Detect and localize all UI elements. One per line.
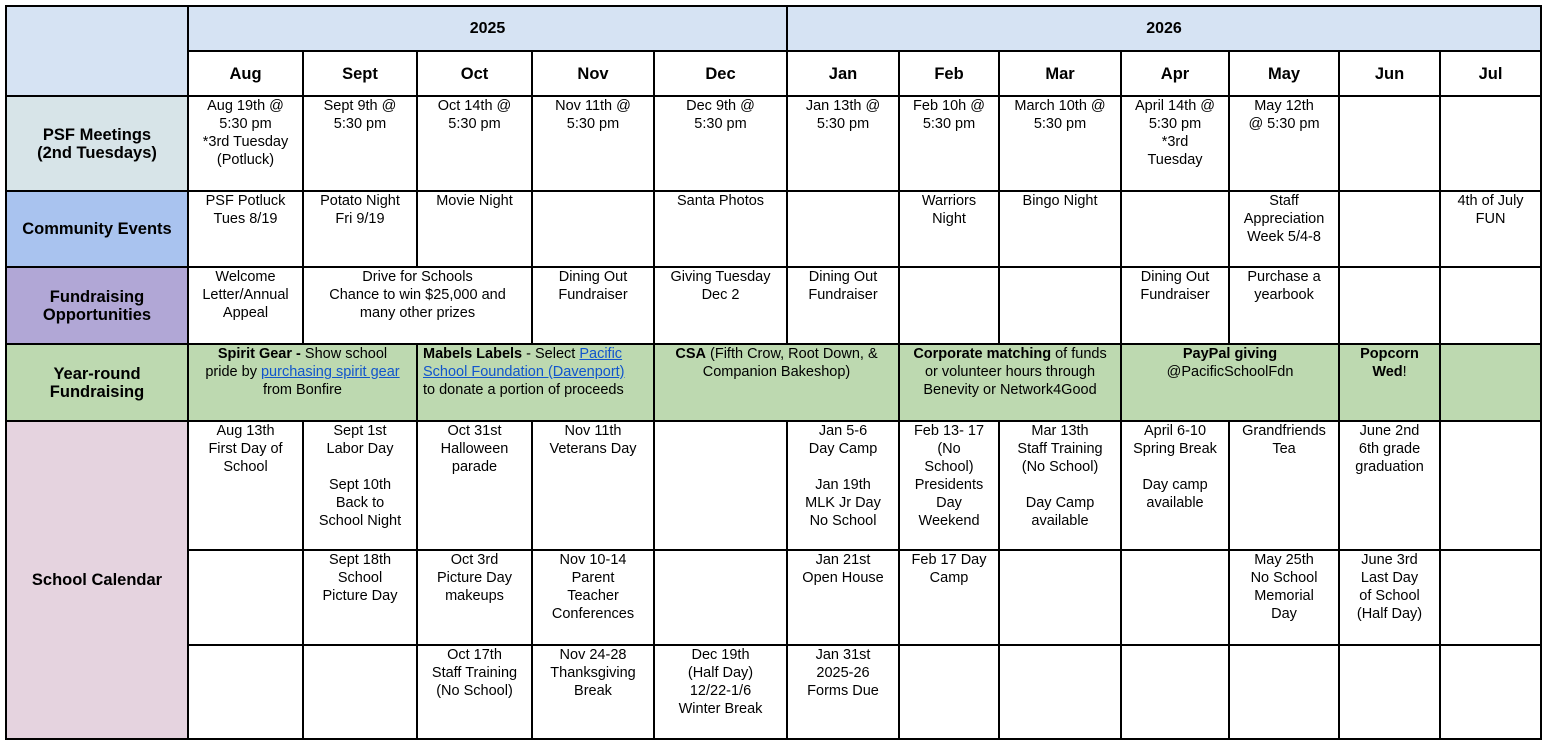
- cell-line: Nov 11th @: [555, 98, 631, 114]
- cell-line: makeups: [445, 588, 504, 604]
- cell-line: No School: [1250, 570, 1318, 586]
- cell-line: Last Day: [1360, 570, 1419, 586]
- cell-line: Dining Out: [808, 269, 878, 285]
- school-r2-apr: [1121, 550, 1229, 645]
- meeting-dec: [654, 96, 787, 191]
- fundraising-dec: [654, 267, 787, 344]
- fundraising-nov: [532, 267, 654, 344]
- cell-line: Letter/Annual: [202, 287, 289, 303]
- cell-line: Grandfriends: [1242, 423, 1326, 439]
- meeting-nov: [532, 96, 654, 191]
- corporate-line-1: [905, 345, 1115, 363]
- cell-line: Halloween: [440, 441, 509, 457]
- cell-line: Mar 13th: [1031, 423, 1089, 439]
- cell-line: Dec 2: [701, 287, 740, 303]
- cell-line: Dining Out: [1140, 269, 1210, 285]
- label-line: Fundraising: [49, 287, 145, 306]
- cell-line: parade: [451, 459, 498, 475]
- cell-line: Oct 31st: [447, 423, 502, 439]
- cell-line: (No School): [1021, 459, 1099, 475]
- cell-line: Fri 9/19: [335, 211, 385, 227]
- month-jul: Jul: [1440, 51, 1541, 96]
- cell-line: Sept 10th: [328, 477, 392, 493]
- cell-line: June 3rd: [1361, 552, 1418, 568]
- cell-line: March 10th @: [1014, 98, 1106, 114]
- school-r3-jun: [1339, 645, 1440, 739]
- cell-line: School: [337, 570, 383, 586]
- month-may: May: [1229, 51, 1339, 96]
- meeting-oct: [417, 96, 532, 191]
- cell-line: Sept 18th: [328, 552, 392, 568]
- cell-line: Thanksgiving: [550, 665, 636, 681]
- month-jun: Jun: [1339, 51, 1440, 96]
- cell-line: 6th grade: [1358, 441, 1421, 457]
- cell-line: Feb 10h @: [913, 98, 985, 114]
- cell-line: PSF Potluck: [205, 193, 286, 209]
- cell-line: Weekend: [918, 513, 980, 529]
- year-2025-header: 2025: [188, 6, 787, 51]
- cell-line: Presidents: [914, 477, 984, 493]
- cell-line: Feb 13- 17: [913, 423, 985, 439]
- mabels-title: Mabels Labels: [423, 346, 523, 362]
- cell-line: Fundraiser: [558, 287, 628, 303]
- cell-line: Day: [1271, 606, 1297, 622]
- cell-line: Aug 19th @: [207, 98, 284, 114]
- meeting-sept: [303, 96, 417, 191]
- school-r1-jun: [1339, 421, 1440, 550]
- cell-line: Parent: [571, 570, 615, 586]
- cell-line: graduation: [1355, 459, 1424, 475]
- spirit-gear-title: Spirit Gear -: [217, 346, 301, 362]
- cell-line: School Night: [318, 513, 402, 529]
- cell-line: Oct 17th: [447, 647, 502, 663]
- cell-line: First Day of: [208, 441, 283, 457]
- corporate-title: Corporate matching: [913, 346, 1052, 362]
- cell-line: Tues 8/19: [213, 211, 278, 227]
- fundraising-mar: [999, 267, 1121, 344]
- cell-line: Day Camp: [808, 441, 878, 457]
- cell-line: Staff Training: [1017, 441, 1103, 457]
- cell-line: [1127, 458, 1223, 476]
- community-aug: [188, 191, 303, 267]
- cell-line: Staff: [1269, 193, 1299, 209]
- cell-line: Giving Tuesday: [670, 269, 771, 285]
- cell-line: Picture Day: [437, 570, 512, 586]
- cell-line: MLK Jr Day: [805, 495, 881, 511]
- school-r2-nov: [532, 550, 654, 645]
- spirit-text: Show school: [300, 346, 388, 362]
- cell-line: Welcome: [215, 269, 276, 285]
- row-label-year-round-fundraising: [6, 344, 188, 421]
- cell-line: 5:30 pm: [816, 116, 870, 132]
- school-r3-oct: [417, 645, 532, 739]
- cell-line: Veterans Day: [549, 441, 637, 457]
- month-dec: Dec: [654, 51, 787, 96]
- mabels-text: to donate a portion of proceeds: [423, 382, 624, 398]
- cell-line: @ 5:30 pm: [1248, 116, 1320, 132]
- row-label-school-calendar: School Calendar: [6, 421, 188, 739]
- yearround-corporate-matching: [899, 344, 1121, 421]
- yearround-spirit-gear: [188, 344, 417, 421]
- cell-line: May 12th: [1254, 98, 1314, 114]
- school-r3-sept: [303, 645, 417, 739]
- cell-line: available: [1146, 495, 1204, 511]
- school-r3-mar: [999, 645, 1121, 739]
- cell-line: (Half Day): [1356, 606, 1423, 622]
- cell-line: 5:30 pm: [1033, 116, 1087, 132]
- cell-line: Dining Out: [558, 269, 628, 285]
- cell-line: Dec 9th @: [686, 98, 755, 114]
- cell-line: Warriors: [921, 193, 977, 209]
- fundraising-jan: [787, 267, 899, 344]
- cell-line: Week 5/4-8: [1247, 229, 1321, 245]
- community-apr: [1121, 191, 1229, 267]
- month-mar: Mar: [999, 51, 1121, 96]
- cell-line: available: [1031, 513, 1089, 529]
- month-oct: Oct: [417, 51, 532, 96]
- cell-line: (No: [937, 441, 961, 457]
- month-sept: Sept: [303, 51, 417, 96]
- school-r2-dec: [654, 550, 787, 645]
- meeting-feb: [899, 96, 999, 191]
- cell-line: Aug 13th: [216, 423, 275, 439]
- cell-line: Conferences: [551, 606, 635, 622]
- cell-line: Potato Night: [320, 193, 400, 209]
- meeting-may: [1229, 96, 1339, 191]
- fundraising-apr: [1121, 267, 1229, 344]
- school-r1-aug: [188, 421, 303, 550]
- cell-line: Spring Break: [1133, 441, 1217, 457]
- cell-line: Forms Due: [807, 683, 879, 699]
- yearround-popcorn-wed: [1339, 344, 1440, 421]
- school-r1-sept: [303, 421, 417, 550]
- cell-line: 5:30 pm: [1148, 116, 1202, 132]
- school-r3-apr: [1121, 645, 1229, 739]
- cell-line: 5:30 pm: [448, 116, 501, 132]
- school-r1-apr: [1121, 421, 1229, 550]
- cell-line: 2025-26: [816, 665, 870, 681]
- cell-line: Jan 13th @: [805, 98, 881, 114]
- meeting-aug: [188, 96, 303, 191]
- label-line: Fundraising: [49, 382, 145, 401]
- school-r2-jan: [787, 550, 899, 645]
- fundraising-jun: [1339, 267, 1440, 344]
- csa-text: (Fifth Crow, Root Down, &: [706, 346, 878, 362]
- cell-line: Jan 31st: [815, 647, 871, 663]
- month-apr: Apr: [1121, 51, 1229, 96]
- school-r2-aug: [188, 550, 303, 645]
- cell-line: Nov 24-28: [559, 647, 627, 663]
- school-r3-feb: [899, 645, 999, 739]
- cell-line: Day Camp: [1025, 495, 1095, 511]
- spirit-text: from Bonfire: [263, 382, 342, 398]
- cell-line: [309, 458, 411, 476]
- row-label-community-events: Community Events: [6, 191, 188, 267]
- community-jan: [787, 191, 899, 267]
- fundraising-jul: [1440, 267, 1541, 344]
- month-jan: Jan: [787, 51, 899, 96]
- community-jun: [1339, 191, 1440, 267]
- school-r3-may: [1229, 645, 1339, 739]
- cell-line: Movie Night: [436, 193, 513, 209]
- cell-line: Day camp: [1142, 477, 1208, 493]
- cell-line: Oct 3rd: [450, 552, 499, 568]
- cell-line: Night: [932, 211, 966, 227]
- school-r1-nov: [532, 421, 654, 550]
- cell-line: Nov 10-14: [559, 552, 627, 568]
- cell-line: Labor Day: [326, 441, 394, 457]
- community-mar: [999, 191, 1121, 267]
- popcorn-day: Wed: [1372, 364, 1403, 380]
- cell-line: Jan 5-6: [818, 423, 868, 439]
- school-r1-jul: [1440, 421, 1541, 550]
- csa-title: CSA: [675, 346, 706, 362]
- spirit-line-2: [194, 363, 411, 381]
- label-line: PSF Meetings: [42, 125, 152, 144]
- school-r2-feb: [899, 550, 999, 645]
- cell-line: Back to: [335, 495, 385, 511]
- cell-line: (Half Day): [687, 665, 754, 681]
- yearround-mabels-labels: [417, 344, 654, 421]
- cell-line: *3rd Tuesday: [202, 134, 289, 150]
- cell-line: Purchase a: [1247, 269, 1321, 285]
- pacific-school-foundation-link-cont[interactable]: School Foundation (Davenport): [423, 364, 625, 380]
- school-r1-dec: [654, 421, 787, 550]
- cell-line: 5:30 pm: [566, 116, 620, 132]
- cell-line: Jan 21st: [815, 552, 871, 568]
- csa-text: Companion Bakeshop): [702, 364, 851, 380]
- school-r3-nov: [532, 645, 654, 739]
- cell-line: Bingo Night: [1022, 193, 1098, 209]
- school-r1-jan: [787, 421, 899, 550]
- community-dec: [654, 191, 787, 267]
- popcorn-title: Popcorn: [1360, 346, 1419, 362]
- cell-line: April 6-10: [1143, 423, 1207, 439]
- school-r1-mar: [999, 421, 1121, 550]
- school-r2-mar: [999, 550, 1121, 645]
- community-may: [1229, 191, 1339, 267]
- school-r1-feb: [899, 421, 999, 550]
- cell-line: Drive for Schools: [362, 269, 473, 285]
- month-nov: Nov: [532, 51, 654, 96]
- cell-line: Santa Photos: [676, 193, 765, 209]
- school-r2-jul: [1440, 550, 1541, 645]
- cell-line: 4th of July: [1457, 193, 1524, 209]
- corporate-text: or volunteer hours through: [924, 364, 1096, 380]
- cell-line: Feb 17 Day: [911, 552, 987, 568]
- cell-line: Memorial: [1254, 588, 1314, 604]
- community-nov: [532, 191, 654, 267]
- year-2026-header: 2026: [787, 6, 1541, 51]
- mabels-line-1: [423, 345, 648, 363]
- cell-line: Picture Day: [322, 588, 398, 604]
- meeting-jun: [1339, 96, 1440, 191]
- cell-line: Fundraiser: [1140, 287, 1210, 303]
- cell-line: Winter Break: [678, 701, 763, 717]
- school-r3-jul: [1440, 645, 1541, 739]
- cell-line: No School: [809, 513, 877, 529]
- meeting-mar: [999, 96, 1121, 191]
- label-line: Opportunities: [42, 305, 152, 324]
- cell-line: Jan 19th: [815, 477, 871, 493]
- cell-line: 5:30 pm: [922, 116, 976, 132]
- cell-line: FUN: [1475, 211, 1506, 227]
- label-line: Year-round: [53, 364, 141, 383]
- corporate-text: of funds: [1051, 346, 1107, 362]
- cell-line: many other prizes: [359, 305, 476, 321]
- cell-line: April 14th @: [1135, 98, 1216, 114]
- school-r2-jun: [1339, 550, 1440, 645]
- school-r3-aug: [188, 645, 303, 739]
- school-r1-may: [1229, 421, 1339, 550]
- spirit-text: pride by: [205, 364, 261, 380]
- cell-line: Sept 1st: [333, 423, 387, 439]
- cell-line: Appeal: [222, 305, 269, 321]
- spirit-line-1: [194, 345, 411, 363]
- cell-line: School): [924, 459, 974, 475]
- cell-line: 5:30 pm: [333, 116, 387, 132]
- csa-line-1: [660, 345, 893, 363]
- corner-cell: [6, 6, 188, 96]
- cell-line: Dec 19th: [691, 647, 750, 663]
- spirit-gear-link[interactable]: purchasing spirit gear: [260, 364, 400, 380]
- school-r3-dec: [654, 645, 787, 739]
- cell-line: 5:30 pm: [219, 116, 272, 132]
- school-r2-may: [1229, 550, 1339, 645]
- cell-line: Oct 14th @: [437, 98, 512, 114]
- community-oct: [417, 191, 532, 267]
- yearround-jul: [1440, 344, 1541, 421]
- popcorn-text: !: [1402, 364, 1407, 380]
- cell-line: [793, 458, 893, 476]
- paypal-title: PayPal giving: [1182, 346, 1278, 362]
- fundraising-feb: [899, 267, 999, 344]
- school-r3-jan: [787, 645, 899, 739]
- psf-calendar-table: [5, 5, 1542, 740]
- meeting-jul: [1440, 96, 1541, 191]
- pacific-school-foundation-link[interactable]: Pacific: [579, 346, 623, 362]
- row-label-psf-meetings: [6, 96, 188, 191]
- cell-line: May 25th: [1254, 552, 1314, 568]
- cell-line: [1005, 476, 1115, 494]
- cell-line: Sept 9th @: [323, 98, 397, 114]
- community-feb: [899, 191, 999, 267]
- cell-line: 12/22-1/6: [689, 683, 752, 699]
- school-r2-sept: [303, 550, 417, 645]
- paypal-handle: @PacificSchoolFdn: [1166, 364, 1294, 380]
- row-label-fundraising-opportunities: [6, 267, 188, 344]
- cell-line: yearbook: [1254, 287, 1314, 303]
- cell-line: Staff Training: [431, 665, 518, 681]
- cell-line: *3rd: [1161, 134, 1189, 150]
- cell-line: Break: [574, 683, 612, 699]
- month-feb: Feb: [899, 51, 999, 96]
- cell-line: Chance to win $25,000 and: [329, 287, 506, 303]
- cell-line: Tea: [1272, 441, 1296, 457]
- cell-line: (No School): [436, 683, 513, 699]
- cell-line: Tuesday: [1147, 152, 1203, 168]
- cell-line: Nov 11th: [564, 423, 622, 439]
- fundraising-sept-oct: [303, 267, 532, 344]
- cell-line: Fundraiser: [808, 287, 878, 303]
- cell-line: 5:30 pm: [694, 116, 747, 132]
- cell-line: Teacher: [567, 588, 619, 604]
- cell-line: Appreciation: [1243, 211, 1325, 227]
- yearround-paypal-giving: [1121, 344, 1339, 421]
- cell-line: Camp: [929, 570, 969, 586]
- fundraising-may: [1229, 267, 1339, 344]
- mabels-text: - Select: [522, 346, 580, 362]
- yearround-csa: [654, 344, 899, 421]
- month-aug: Aug: [188, 51, 303, 96]
- community-sept: [303, 191, 417, 267]
- meeting-apr: [1121, 96, 1229, 191]
- school-r1-oct: [417, 421, 532, 550]
- community-jul: [1440, 191, 1541, 267]
- label-line: (2nd Tuesdays): [37, 143, 157, 162]
- cell-line: (Potluck): [216, 152, 275, 168]
- cell-line: June 2nd: [1359, 423, 1420, 439]
- school-r2-oct: [417, 550, 532, 645]
- cell-line: of School: [1359, 588, 1420, 604]
- corporate-text: Benevity or Network4Good: [923, 382, 1097, 398]
- meeting-jan: [787, 96, 899, 191]
- cell-line: Open House: [802, 570, 884, 586]
- cell-line: Day: [936, 495, 962, 511]
- cell-line: School: [223, 459, 268, 475]
- fundraising-aug: [188, 267, 303, 344]
